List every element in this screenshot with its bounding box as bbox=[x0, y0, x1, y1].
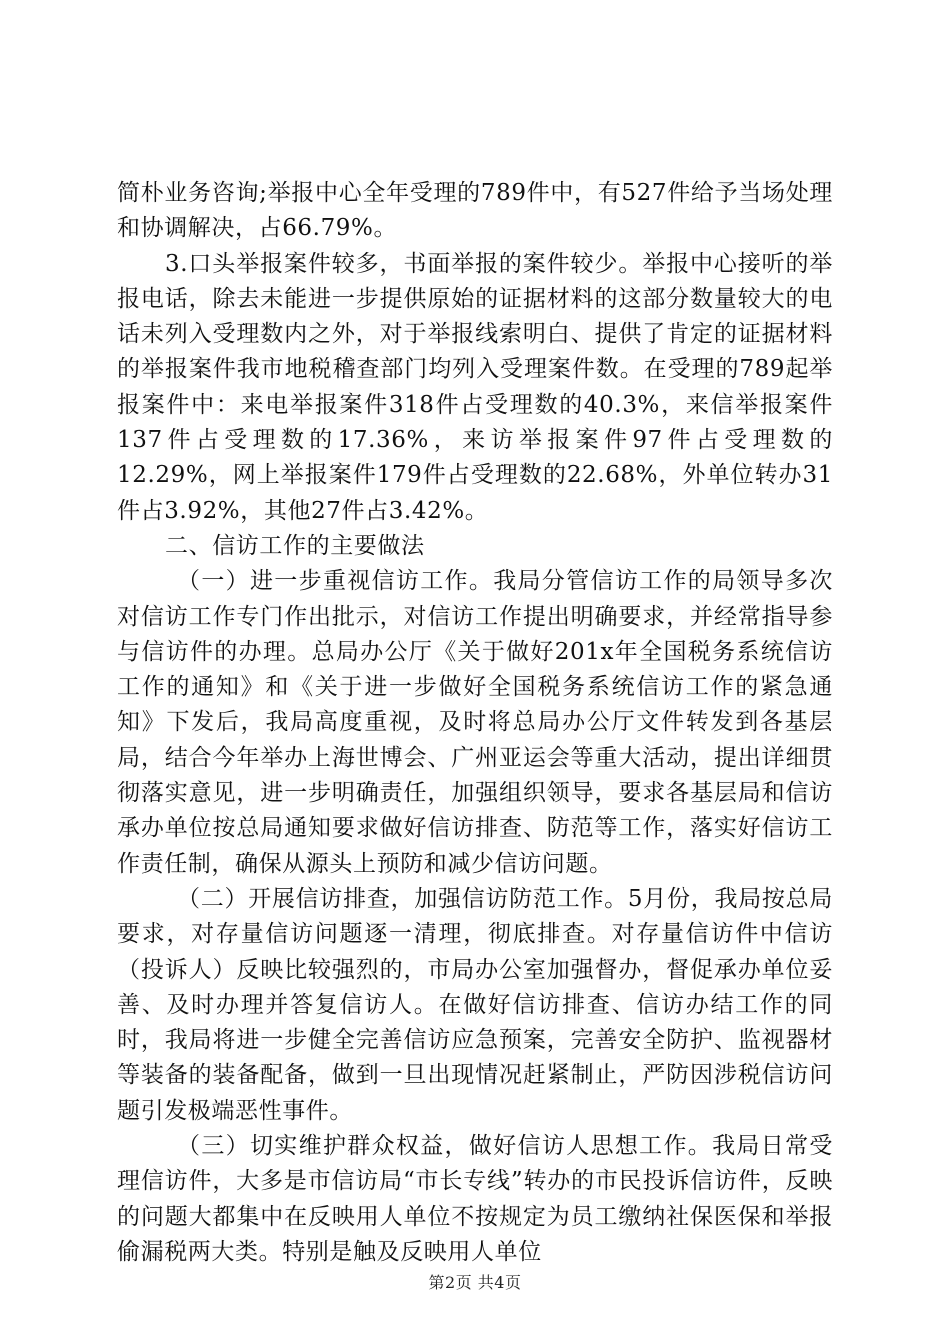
paragraph-item-two: （二）开展信访排查，加强信访防范工作。5月份，我局按总局要求，对存量信访问题逐一清理，彻底排查。对存量信访件中信访（投诉人）反映比较强烈的，市局办公室加强督办，督促承办单位妥善、及时办理并答复信访人。在做好信访排查、信访办结工作的同时，我局将进一步健全完善信访应急预案，完善安全防护、监视器材等装备的装备配备，做到一旦出现情况赶紧制止，严防因涉税信访问题引发极端恶性事件。 bbox=[117, 885, 833, 1124]
paragraph-continuation: 简朴业务咨询;举报中心全年受理的789件中，有527件给予当场处理和协调解决，占66.79%。 bbox=[117, 180, 833, 242]
paragraph-item-one: （一）进一步重视信访工作。我局分管信访工作的局领导多次对信访工作专门作出批示，对信访工作提出明确要求，并经常指导参与信访件的办理。总局办公厅《关于做好201x年全国税务系统信访工作的通知》和《关于进一步做好全国税务系统信访工作的紧急通知》下发后，我局高度重视，及时将总局办公厅文件转发到各基层局，结合今年举办上海世博会、广州亚运会等重大活动，提出详细贯彻落实意见，进一步明确责任，加强组织领导，要求各基层局和信访承办单位按总局通知要求做好信访排查、防范等工作，落实好信访工作责任制，确保从源头上预防和减少信访问题。 bbox=[117, 568, 833, 877]
paragraph-item-three: （三）切实维护群众权益，做好信访人思想工作。我局日常受理信访件，大多是市信访局“市长专线”转办的市民投诉信访件，反映的问题大都集中在反映用人单位不按规定为员工缴纳社保医保和举报偷漏税两大类。特别是触及反映用人单位 bbox=[117, 1133, 833, 1265]
paragraph-report-types: 3.口头举报案件较多，书面举报的案件较少。举报中心接听的举报电话，除去未能进一步提供原始的证据材料的这部分数量较大的电话未列入受理数内之外，对于举报线索明白、提供了肯定的证据材料的举报案件我市地税稽查部门均列入受理案件数。在受理的789起举报案件中：来电举报案件318件占受理数的40.3%，来信举报案件137件占受理数的17.36%，来访举报案件97件占受理数的12.29%，网上举报案件179件占受理数的22.68%，外单位转办31件占3.92%，其他27件占3.42%。 bbox=[117, 250, 833, 524]
section-heading-main-practices: 二、信访工作的主要做法 bbox=[165, 532, 425, 559]
document-body bbox=[117, 176, 833, 1270]
page-footer: 第2页 共4页 bbox=[428, 1273, 522, 1292]
